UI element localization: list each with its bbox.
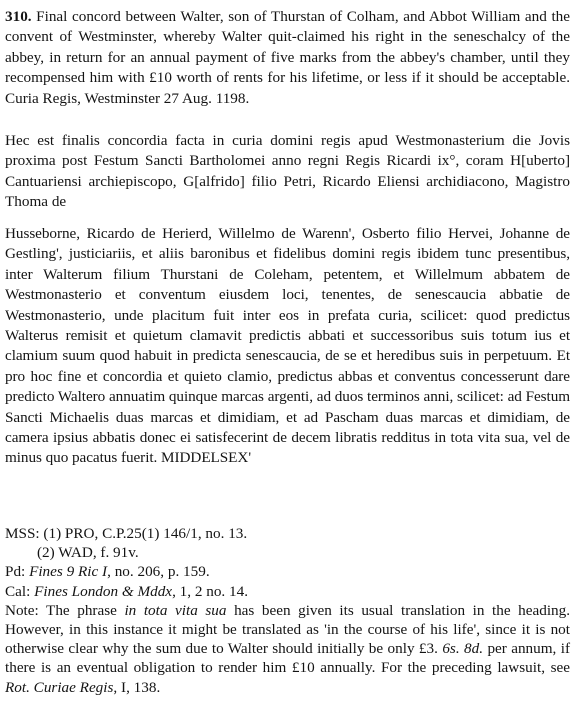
calendar-line [5,582,570,601]
mss-line-2 [5,543,570,562]
note-reference: Rot. Curiae Regis [5,678,114,696]
printed-line [5,562,570,581]
note-pence: 8d. [464,640,484,658]
mss-2: (2) WAD, f. 91v. [37,544,139,562]
latin-text-part-1: Hec est finalis concordia facta in curia domini regis apud Westmonasterium die Jovis proxima post Festum Sancti Bartholomei anno regni Regis Ricardi ix°, coram H[uberto] Cantuariensi archiepiscopo, G[alfrido] filio Petri, Ricardo Eliensi archidiacono, Magistro Thoma de [5,132,570,211]
note-label: Note: [5,601,39,619]
note-text-3: per annum, if there is an eventual obligation to render him £10 annually. For the preceding lawsuit, see [5,640,571,677]
cal-title: Fines London & Mddx [34,582,173,600]
note-text-2: has been given its usual translation in the heading. However, in this instance it might be translated as 'in the course of his life', since it is not otherwise clear why the sum due to Walter should initially be only £3. [5,601,571,658]
note-text-1: The phrase [46,601,117,619]
pd-title: Fines 9 Ric I [29,563,108,581]
mss-line-1 [5,524,570,543]
cal-rest: , 1, 2 no. 14. [172,582,248,600]
note-phrase: in tota vita sua [124,601,227,619]
mss-1: (1) PRO, C.P.25(1) 146/1, no. 13. [43,525,248,542]
pd-rest: , no. 206, p. 159. [107,563,210,581]
note-shillings: 6s. [442,640,460,658]
entry-summary-text: Final concord between Walter, son of Thurstan of Colham, and Abbot William and the convent of Westminster, whereby Walter quit-claimed his right in the seneschalcy of the abbey, in return for an annual payment of five marks from the abbey's chamber, until they recompensed him with £10 worth of rents for his lifetime, or less if it should be acceptable. Curia Regis, Westminster 27 Aug. 1198. [5,8,571,107]
page-break [0,220,575,221]
note-text-4: , I, 138. [113,678,161,696]
latin-text-part-2: Husseborne, Ricardo de Herierd, Willelmo de Warenn', Osberto filio Hervei, Johanne de Gestling', justiciariis, et aliis baronibus et fidelibus domini regis ibidem tunc presentibus, inter Walterum filium Thurstani de Coleham, petentem, et Willelmum abbatem de Westmonasterio et conventum eiusdem loci, tenentes, de senescaucia abbatie de Westmonasterio, unde placitum fuit inter eos in prefata curia, scilicet: quod predictus Walterus remisit et quietum clamavit predictis abbati et successoribus suis totum ius et clamium suum quod habuit in predicta senescaucia, de se et heredibus suis in perpetuum. Et pro hoc fine et concordia et quieto clamio, predictus abbas et conventus concesserunt dare predicto Waltero annuatim quinque marcas argenti, ad duos terminos anni, scilicet: ad Festum Sancti Michaelis duas marcas et dimidiam, et ad Pascham duas marcas et dimidiam, de camera ipsius abbatis donec ei satisfecerint de decem libratis redditus in tota vita sua, vel de minus quo pacatus fuerit. MIDDELSEX' [5,225,570,467]
cal-label: Cal: [5,582,31,600]
pd-label: Pd: [5,563,26,581]
entry-summary [5,7,570,109]
apparatus [5,524,570,697]
mss-label: MSS: [5,525,40,542]
note-paragraph [5,601,570,697]
entry-number: 310. [5,8,32,25]
